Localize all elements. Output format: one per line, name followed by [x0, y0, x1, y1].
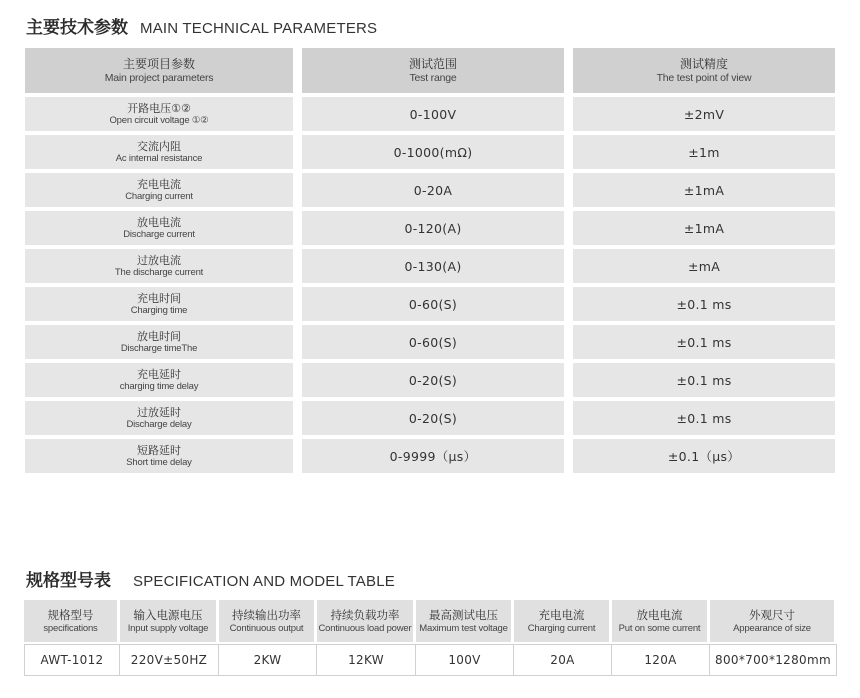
param-range: 0-20(S) [408, 372, 458, 388]
header-cn: 测试范围 [408, 56, 457, 71]
param-range: 0-9999（μs） [389, 449, 477, 464]
header-en: Test range [409, 71, 457, 84]
spec-header-cn: 外观尺寸 [749, 607, 795, 622]
section-title-en: SPECIFICATION AND MODEL TABLE [133, 573, 395, 590]
spec-header-en: specifications [43, 622, 98, 634]
param-name-cn: 充电时间 [137, 292, 181, 305]
param-precision-cell [573, 401, 835, 435]
spec-value: 20A [550, 653, 575, 667]
spec-header-cn: 最高测试电压 [429, 607, 498, 622]
param-name-en: Discharge timeThe [120, 343, 198, 354]
param-precision: ±1mA [683, 182, 725, 198]
table-row [25, 97, 835, 131]
spec-column [710, 600, 837, 676]
spec-value: 800*700*1280mm [715, 653, 831, 667]
spec-column [120, 600, 219, 676]
param-name-cn: 开路电压①② [127, 102, 191, 115]
param-precision-cell [573, 325, 835, 359]
param-name-en: Short time delay [126, 457, 192, 468]
section-title-en: MAIN TECHNICAL PARAMETERS [140, 20, 378, 37]
param-name-cell [25, 287, 293, 321]
param-name-en: Ac internal resistance [115, 153, 203, 164]
param-name-cell [25, 135, 293, 169]
spec-value-cell [219, 644, 317, 676]
param-precision-cell [573, 135, 835, 169]
spec-header-cn: 充电电流 [538, 607, 585, 622]
param-name-cn: 充电电流 [137, 178, 181, 191]
param-range: 0-100V [409, 106, 457, 122]
param-name-en: Discharge current [123, 229, 195, 240]
spec-value-cell [24, 644, 120, 676]
header-en: Main project parameters [104, 71, 214, 84]
table-row [25, 401, 835, 435]
param-precision: ±1mA [683, 220, 725, 236]
spec-header-en: Maximum test voltage [419, 622, 508, 634]
param-range: 0-60(S) [408, 334, 458, 350]
spec-column [416, 600, 514, 676]
param-precision-cell [573, 211, 835, 245]
spec-header-cell [24, 600, 120, 642]
table-row [25, 211, 835, 245]
param-name-cell [25, 363, 293, 397]
param-precision-cell [573, 173, 835, 207]
param-name-en: Open circuit voltage ①② [109, 115, 209, 126]
param-range-cell [302, 363, 564, 397]
spec-header-cell [710, 600, 837, 642]
spec-column [612, 600, 710, 676]
spec-header-cn: 放电电流 [636, 607, 683, 622]
section-title-cn: 规格型号表 [26, 571, 111, 591]
param-range-cell [302, 439, 564, 473]
spec-value-cell [317, 644, 416, 676]
param-precision: ±1m [688, 144, 720, 160]
param-precision: ±0.1 ms [676, 334, 732, 350]
param-range: 0-130(A) [404, 258, 462, 274]
param-range: 0-20A [413, 182, 453, 198]
param-name-cell [25, 439, 293, 473]
table-row [25, 363, 835, 397]
param-precision: ±0.1 ms [676, 296, 732, 312]
param-name-cn: 放电电流 [137, 216, 181, 229]
spec-header-en: Put on some current [618, 622, 701, 634]
spec-header-cell [219, 600, 317, 642]
section-title-cn: 主要技术参数 [26, 18, 128, 38]
spec-value: 2KW [253, 653, 282, 667]
spec-value-cell [416, 644, 514, 676]
header-cell-precision [573, 48, 835, 93]
param-range-cell [302, 135, 564, 169]
spec-header-en: Continuous load power [318, 622, 412, 634]
spec-header-cell [612, 600, 710, 642]
param-name-cell [25, 211, 293, 245]
spec-value-cell [120, 644, 219, 676]
spec-column [317, 600, 416, 676]
param-name-cn: 交流内阻 [137, 140, 181, 153]
param-range-cell [302, 97, 564, 131]
section-title-specification [26, 566, 395, 591]
param-precision-cell [573, 439, 835, 473]
table-row [25, 249, 835, 283]
param-name-en: Charging time [130, 305, 188, 316]
param-range-cell [302, 173, 564, 207]
spec-column [219, 600, 317, 676]
param-name-cell [25, 249, 293, 283]
spec-column [24, 600, 120, 676]
table-row [25, 135, 835, 169]
header-en: The test point of view [656, 71, 752, 84]
table-header-row [25, 48, 835, 93]
param-name-cn: 放电时间 [137, 330, 181, 343]
param-precision: ±mA [687, 258, 721, 274]
spec-header-cn: 持续负载功率 [330, 607, 400, 622]
spec-value: 120A [644, 653, 677, 667]
param-precision: ±2mV [683, 106, 725, 122]
header-cn: 主要项目参数 [122, 56, 195, 71]
spec-header-en: Charging current [527, 622, 596, 634]
spec-value-cell [612, 644, 710, 676]
parameters-table [25, 48, 835, 477]
param-name-cn: 过放延时 [137, 406, 181, 419]
param-name-cell [25, 325, 293, 359]
spec-header-cell [120, 600, 219, 642]
table-row [25, 287, 835, 321]
param-name-en: charging time delay [119, 381, 199, 392]
param-precision: ±0.1 ms [676, 372, 732, 388]
param-range: 0-120(A) [404, 220, 462, 236]
spec-header-cn: 规格型号 [47, 607, 94, 622]
spec-value-cell [710, 644, 837, 676]
spec-value: 100V [448, 653, 481, 667]
header-cell-range [302, 48, 564, 93]
parameters-table-body [25, 97, 835, 473]
param-name-cn: 充电延时 [137, 368, 181, 381]
param-precision: ±0.1（μs） [667, 449, 741, 464]
table-row [25, 439, 835, 473]
param-precision-cell [573, 97, 835, 131]
table-row [25, 173, 835, 207]
spec-header-en: Appearance of size [733, 622, 811, 634]
spec-header-en: Continuous output [229, 622, 304, 634]
spec-header-cn: 输入电源电压 [133, 607, 203, 622]
spec-value: AWT-1012 [40, 653, 104, 667]
param-name-cell [25, 97, 293, 131]
spec-header-cell [317, 600, 416, 642]
param-name-cn: 过放电流 [137, 254, 181, 267]
param-precision-cell [573, 363, 835, 397]
param-range-cell [302, 211, 564, 245]
param-range: 0-1000(mΩ) [393, 144, 473, 160]
param-name-en: The discharge current [114, 267, 204, 278]
param-range-cell [302, 287, 564, 321]
param-range: 0-20(S) [408, 410, 458, 426]
param-range-cell [302, 401, 564, 435]
spec-value: 12KW [348, 653, 384, 667]
spec-column [514, 600, 612, 676]
specification-table [24, 600, 837, 676]
table-row [25, 325, 835, 359]
param-name-cell [25, 401, 293, 435]
param-name-en: Discharge delay [126, 419, 192, 430]
spec-value-cell [514, 644, 612, 676]
spec-value: 220V±50HZ [130, 653, 208, 667]
param-precision: ±0.1 ms [676, 410, 732, 426]
spec-header-en: Input supply voltage [127, 622, 209, 634]
param-name-en: Charging current [125, 191, 193, 202]
spec-header-cell [514, 600, 612, 642]
section-title-technical-parameters [26, 13, 377, 38]
param-precision-cell [573, 287, 835, 321]
param-range-cell [302, 325, 564, 359]
param-precision-cell [573, 249, 835, 283]
spec-header-cn: 持续输出功率 [232, 607, 301, 622]
header-cell-project [25, 48, 293, 93]
param-name-cn: 短路延时 [137, 444, 181, 457]
param-range-cell [302, 249, 564, 283]
param-range: 0-60(S) [408, 296, 458, 312]
spec-header-cell [416, 600, 514, 642]
header-cn: 测试精度 [679, 56, 728, 71]
param-name-cell [25, 173, 293, 207]
